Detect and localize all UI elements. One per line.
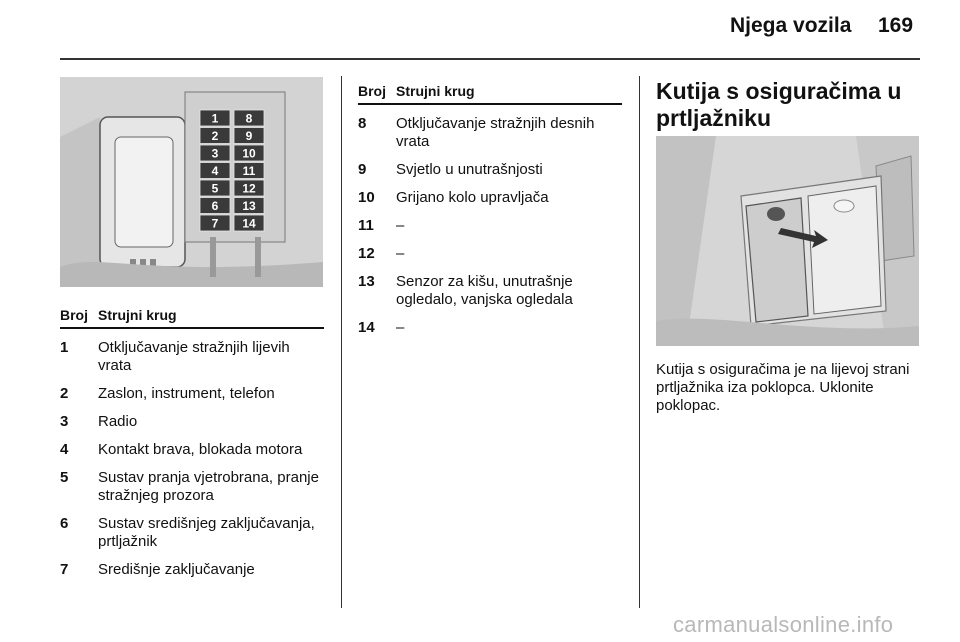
circuit-description: Otključavanje stražnjih desnih vrata	[396, 115, 595, 150]
middle-fuse-table	[358, 83, 622, 337]
circuit-description: Svjetlo u unutrašnjosti	[396, 161, 543, 178]
circuit-description: –	[396, 217, 405, 234]
circuit-description: Sustav središnjeg zaključavanja, prtljažnik	[98, 515, 315, 550]
circuit-description: Kontakt brava, blokada motora	[98, 441, 303, 458]
fuse-number: 6	[60, 515, 69, 532]
fuse-number: 8	[358, 115, 367, 132]
page-number: 169	[878, 14, 914, 37]
table-row	[358, 245, 622, 263]
fuse-slot-label: 4	[211, 164, 219, 178]
fuse-slot-label: 13	[242, 199, 256, 213]
header-rule	[60, 58, 920, 60]
fuse-box-drawing	[60, 77, 323, 287]
fuse-slot-label: 3	[211, 146, 219, 161]
circuit-description: Središnje zaključavanje	[98, 561, 255, 578]
trunk-fuse-illustration	[656, 136, 919, 346]
watermark: carmanualsonline.info	[673, 612, 894, 637]
table-row	[60, 441, 324, 459]
col-number-header: Broj	[60, 307, 88, 323]
fuse-slot-label: 12	[242, 181, 256, 196]
table-row	[358, 217, 622, 235]
fuse-slot-label: 7	[211, 216, 219, 231]
fuse-number: 11	[358, 217, 374, 234]
fuse-slot-label: 6	[211, 199, 219, 213]
col-circuit-header: Strujni krug	[396, 83, 475, 99]
circuit-description: Senzor za kišu, unutrašnje ogledalo, vanjska ogledala	[396, 273, 573, 308]
fuse-number: 12	[358, 245, 375, 262]
column-divider-1	[341, 76, 342, 608]
column-divider-2	[639, 76, 640, 608]
circuit-description: Otključavanje stražnjih lijevih vrata	[98, 339, 290, 374]
fuse-number: 10	[358, 189, 375, 206]
table-row	[60, 469, 324, 505]
table-header	[60, 307, 324, 329]
circuit-description: Sustav pranja vjetrobrana, pranje stražnjeg prozora	[98, 469, 319, 504]
section-title: Kutija s osiguračima u prtljažniku	[656, 78, 902, 131]
col-circuit-header: Strujni krug	[98, 307, 177, 323]
table-row	[358, 189, 622, 207]
fuse-number: 1	[60, 339, 69, 356]
section-body: Kutija s osiguračima je na lijevoj strani prtljažnika iza poklopca. Uklonite poklopac.	[656, 361, 910, 414]
table-row	[60, 385, 324, 403]
table-row	[60, 339, 324, 375]
table-header	[358, 83, 622, 105]
fuse-slot-label: 1	[211, 111, 219, 126]
fuse-number: 2	[60, 385, 69, 402]
fuse-slot-label: 11	[242, 164, 256, 178]
table-row	[358, 161, 622, 179]
circuit-description: Grijano kolo upravljača	[396, 189, 549, 206]
fuse-number: 13	[358, 273, 375, 290]
circuit-description: –	[396, 319, 405, 336]
col-number-header: Broj	[358, 83, 386, 99]
fuse-number: 3	[60, 413, 69, 430]
fuse-number: 7	[60, 561, 69, 578]
page-header-title: Njega vozila	[730, 14, 852, 37]
table-row	[358, 319, 622, 337]
table-row	[60, 515, 324, 551]
table-row	[358, 115, 622, 151]
circuit-description: –	[396, 245, 405, 262]
fuse-slot-label: 2	[211, 129, 219, 143]
fuse-number: 14	[358, 319, 375, 336]
table-row	[60, 561, 324, 579]
fuse-number: 5	[60, 469, 69, 486]
table-row	[60, 413, 324, 431]
fuse-slot-label: 5	[211, 181, 219, 196]
fuse-number: 9	[358, 161, 367, 178]
left-fuse-table	[60, 307, 324, 579]
fuse-slot-label: 10	[242, 146, 256, 161]
fuse-slot-label: 8	[245, 111, 253, 126]
fuse-slot-label: 14	[242, 216, 256, 231]
trunk-drawing	[656, 136, 919, 346]
circuit-description: Zaslon, instrument, telefon	[98, 385, 275, 402]
fuse-number: 4	[60, 441, 69, 458]
fuse-slot-label: 9	[245, 129, 253, 143]
circuit-description: Radio	[98, 413, 138, 430]
fuse-box-illustration	[60, 77, 323, 287]
table-row	[358, 273, 622, 309]
